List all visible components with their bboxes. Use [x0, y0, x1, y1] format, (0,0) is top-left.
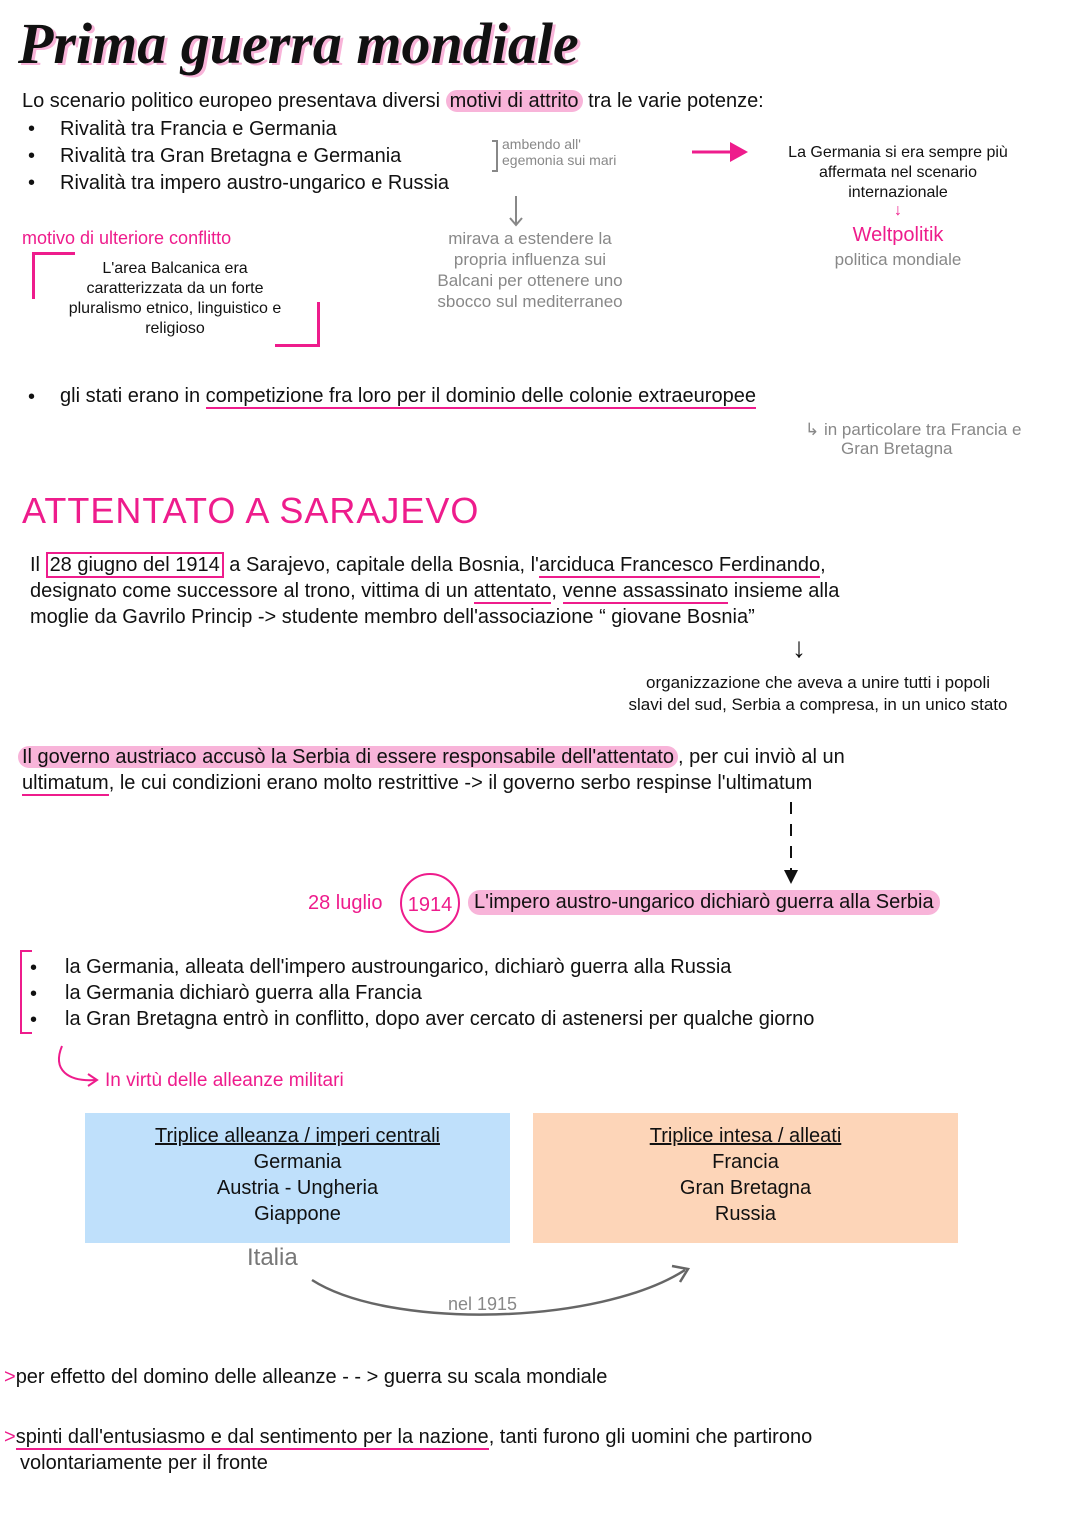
declaration-text: L'impero austro-ungarico dichiarò guerra alla Serbia [468, 890, 940, 915]
conclusion-2: >spinti dall'entusiasmo e dal sentimento per la nazione, tanti furono gli uomini che partirono volontariamente per il fronte [4, 1426, 813, 1474]
weltpolitik: Weltpolitik [852, 224, 944, 246]
text-line: volontariamente per il fronte [20, 1452, 268, 1474]
bullet: • [30, 1009, 38, 1031]
text-line: religioso [145, 320, 205, 337]
highlight-text: Il governo austriaco accusò la Serbia di essere responsabile dell'attentato [18, 746, 678, 768]
box-title: Triplice alleanza / imperi centrali [155, 1125, 440, 1147]
member: Germania [253, 1151, 342, 1173]
chevron-right-icon: > [4, 1366, 16, 1388]
note-line: in particolare tra Francia e [823, 420, 1022, 439]
member: Francia [712, 1151, 779, 1173]
year-circle: 1914 [400, 873, 460, 933]
arrow-right-icon [690, 140, 750, 164]
note-line: organizzazione che aveva a unire tutti i popoli [646, 673, 990, 692]
bullet: • [30, 957, 38, 979]
bullet: • [28, 172, 36, 194]
intro [22, 90, 764, 113]
rivalry-item: Rivalità tra impero austro-ungarico e Russia [60, 172, 450, 194]
bullet: • [28, 386, 36, 408]
rivalry-item: Rivalità tra Francia e Germania [60, 118, 337, 140]
triple-alliance-box [85, 1113, 510, 1243]
member: Austria - Ungheria [216, 1177, 379, 1199]
note-line: Balcani per ottenere uno [437, 271, 623, 290]
italy-switch-year: nel 1915 [448, 1294, 518, 1314]
page-title: Prima guerra mondiale [18, 11, 579, 76]
italy-label: Italia [247, 1244, 298, 1271]
consequence-item: la Germania, alleata dell'impero austroungarico, dichiarò guerra alla Russia [65, 956, 732, 978]
germany-note [748, 143, 1048, 203]
text-line: caratterizzata da un forte [86, 280, 264, 297]
org-note [578, 672, 1058, 716]
bracket [492, 140, 498, 172]
colonies-note: ↳ in particolare tra Francia e Gran Bretagna [805, 420, 1022, 458]
arrow-down-icon [508, 196, 524, 228]
arrow-down-icon: ↓ [792, 632, 806, 663]
note-line: La Germania si era sempre più [788, 144, 1008, 161]
chevron-right-icon: > [4, 1426, 16, 1448]
consequence-item: la Germania dichiarò guerra alla Francia [65, 982, 422, 1004]
underlined-text: ultimatum [22, 772, 109, 794]
sarajevo-paragraph: Il 28 giugno del 1914 a Sarajevo, capitale della Bosnia, l'arciduca Francesco Ferdinando, designato come successore al trono, vittima di un attentato, venne assassinato insieme alla moglie da Gavrilo Princip -> studente membro dell'associazione “ giovane Bosnia” [30, 554, 840, 628]
underlined-text: attentato [473, 580, 552, 602]
russia-note [400, 228, 660, 312]
conclusion-1: >per effetto del domino delle alleanze - - > guerra su scala mondiale [4, 1366, 608, 1388]
conflict-label: motivo di ulteriore conflitto [22, 228, 232, 248]
curved-arrow-icon [52, 1044, 104, 1088]
bullet: • [28, 118, 36, 140]
side-note-line: ambendo all' [502, 136, 581, 152]
text: gli stati erano in [60, 385, 206, 407]
note-line: mirava a estendere la [448, 229, 612, 248]
underlined-text: spinti dall'entusiasmo e dal sentimento per la nazione [15, 1426, 489, 1448]
underlined-text: competizione fra loro per il dominio delle colonie extraeuropee [205, 385, 756, 407]
intro-text-end: tra le varie potenze: [582, 90, 764, 112]
consequence-item: la Gran Bretagna entrò in conflitto, dopo aver cercato di astenersi per qualche giorno [65, 1008, 815, 1030]
box-title: Triplice intesa / alleati [649, 1125, 842, 1147]
note-line: Gran Bretagna [841, 439, 953, 458]
declaration-date: 28 luglio [308, 892, 383, 914]
note-line: internazionale [848, 184, 948, 201]
text-line: pluralismo etnico, linguistico e [68, 300, 282, 317]
note-line: sbocco sul mediterraneo [437, 292, 623, 311]
underlined-text: arciduca Francesco Ferdinando [538, 554, 821, 576]
underlined-text: venne assassinato [562, 580, 729, 602]
colonies [60, 385, 756, 408]
member: Russia [714, 1203, 777, 1225]
note-line: slavi del sud, Serbia a compresa, in un unico stato [628, 695, 1008, 714]
weltpolitik-translation: politica mondiale [834, 250, 962, 269]
arrow-down-icon: ↓ [894, 202, 902, 219]
intro-highlight: motivi di attrito [446, 90, 583, 112]
note-line: affermata nel scenario [818, 164, 977, 181]
date-box: 28 giugno del 1914 [46, 552, 224, 578]
bullet: • [28, 145, 36, 167]
triple-entente-box [533, 1113, 958, 1243]
text-line: moglie da Gavrilo Princip -> studente membro dell'associazione “ giovane Bosnia” [30, 606, 755, 628]
bullet: • [30, 983, 38, 1005]
balkan-text [30, 259, 320, 339]
rivalry-item: Rivalità tra Gran Bretagna e Germania [60, 145, 402, 167]
section-title: ATTENTATO A SARAJEVO [22, 490, 480, 531]
member: Giappone [254, 1203, 341, 1225]
text-line: L'area Balcanica era [102, 260, 248, 277]
ultimatum-paragraph: Il governo austriaco accusò la Serbia di essere responsabile dell'attentato , per cui inviò al un ultimatum, le cui condizioni erano molto restrittive -> il governo serbo respinse l'ultimatum [18, 744, 845, 796]
alliances-label: In virtù delle alleanze militari [105, 1070, 344, 1091]
note-line: propria influenza sui [453, 250, 607, 269]
intro-text: Lo scenario politico europeo presentava diversi [22, 90, 446, 112]
side-note [502, 136, 616, 168]
side-note-line: egemonia sui mari [502, 152, 617, 168]
dashed-arrow-down-icon [780, 802, 802, 886]
member: Gran Bretagna [679, 1177, 812, 1199]
